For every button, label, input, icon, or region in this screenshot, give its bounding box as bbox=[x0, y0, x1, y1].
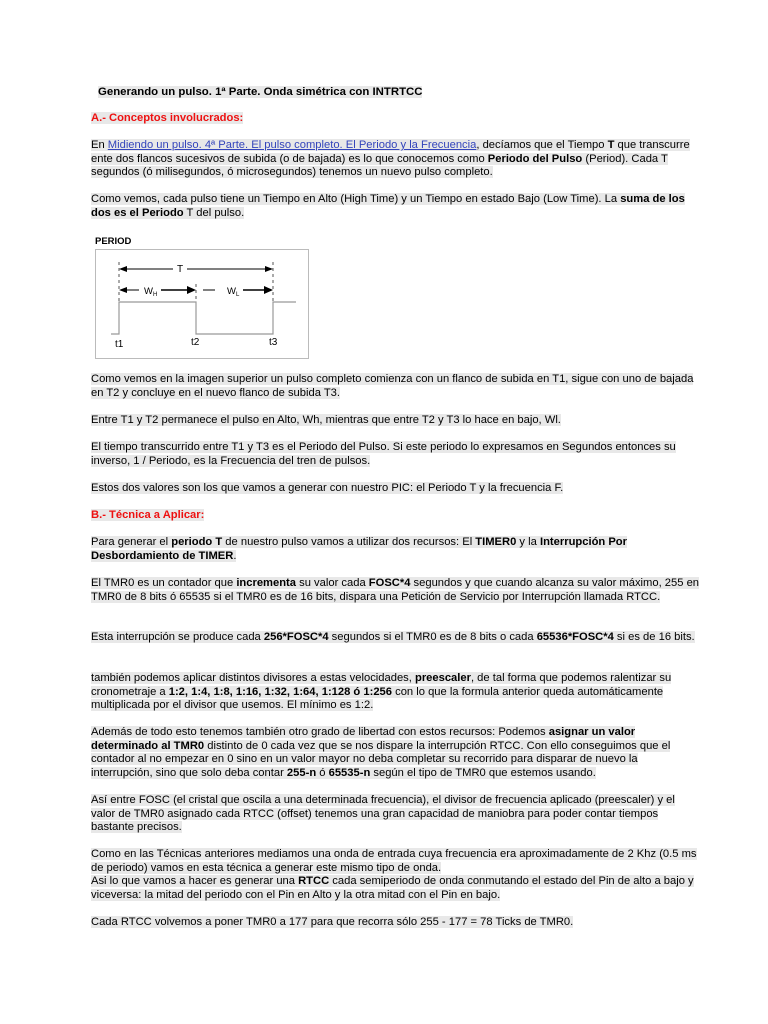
period-diagram-svg bbox=[91, 234, 311, 360]
paragraph-7: Para generar el periodo T de nuestro pulso vamos a utilizar dos recursos: El TIMER0 y la Interrupción Por Desbordamiento de TIMER. bbox=[91, 536, 627, 562]
paragraph-11: Además de todo esto tenemos también otro grado de libertad con estos recursos: Podemos asignar un valor determinado al TMR0 distinto de 0 cada vez que se nos dispare la interrupción RTCC. Con ello conseguimos que el contador al no empezar en 0 sino en un valor mayor no deba completar su recorrido para disparar de nuevo la interrupción, sino que solo deba contar 255-n ó 65535-n según el tipo de TMR0 que estemos usando. bbox=[91, 726, 671, 779]
arrow-left-icon bbox=[119, 287, 127, 293]
page-title: Generando un pulso. 1ª Parte. Onda simétrica con INTRTCC bbox=[98, 86, 423, 98]
tick-label-t1: t1 bbox=[115, 339, 124, 350]
paragraph-12: Así entre FOSC (el cristal que oscila a una determinada frecuencia), el divisor de frecuencia aplicado (preescaler) y el valor de TMR0 asignado cada RTCC (offset) tenemos una gran capacidad de maniobra para poder contar tiempos bastante precisos. bbox=[91, 794, 675, 833]
period-diagram bbox=[91, 234, 311, 360]
arrow-right-icon bbox=[264, 286, 273, 294]
paragraph-1: En Midiendo un pulso. 4ª Parte. El pulso completo. El Periodo y la Frecuencia, decíamos que el Tiempo T que transcurre ente dos flancos sucesivos de subida (o de bajada) es lo que conocemos como Periodo del Pulso (Period). Cada T segundos (ó milisegundos, ó microsegundos) tenemos un nuevo pulso completo. bbox=[91, 139, 690, 178]
paragraph-15: Cada RTCC volvemos a poner TMR0 a 177 para que recorra sólo 255 - 177 = 78 Ticks de TMR0. bbox=[91, 916, 574, 928]
paragraph-4: Entre T1 y T2 permanece el pulso en Alto, Wh, mientras que entre T2 y T3 lo hace en bajo, Wl. bbox=[91, 414, 561, 426]
paragraph-5: El tiempo transcurrido entre T1 y T3 es el Periodo del Pulso. Si este periodo lo expresamos en Segundos entonces su inverso, 1 / Periodo, es la Frecuencia del tren de pulsos. bbox=[91, 441, 676, 467]
arrow-left-icon bbox=[119, 266, 127, 272]
paragraph-3: Como vemos en la imagen superior un pulso completo comienza con un flanco de subida en T1, sigue con uno de bajada en T2 y concluye en el nuevo flanco de subida T3. bbox=[91, 373, 694, 399]
paragraph-2: Como vemos, cada pulso tiene un Tiempo en Alto (High Time) y un Tiempo en estado Bajo (Low Time). La suma de los dos es el Periodo T del pulso. bbox=[91, 193, 685, 219]
arrow-right-icon bbox=[187, 286, 196, 294]
pulse-waveform bbox=[111, 302, 296, 334]
section-heading-a: A.- Conceptos involucrados: bbox=[91, 112, 244, 124]
diagram-label: PERIOD bbox=[95, 236, 132, 247]
paragraph-13: Como en las Técnicas anteriores mediamos una onda de entrada cuya frecuencia era aproximadamente de 2 Khz (0.5 ms de periodo) vamos en esta técnica a generar este mismo tipo de onda. bbox=[91, 848, 697, 874]
period-t-label: T bbox=[177, 264, 184, 275]
section-heading-b: B.- Técnica a Aplicar: bbox=[91, 509, 205, 521]
tick-label-t3: t3 bbox=[269, 337, 278, 348]
tick-label-t2: t2 bbox=[191, 337, 200, 348]
paragraph-6: Estos dos valores son los que vamos a generar con nuestro PIC: el Periodo T y la frecuencia F. bbox=[91, 482, 564, 494]
arrow-right-icon bbox=[265, 266, 273, 272]
wl-label: $W_L$ bbox=[227, 286, 240, 298]
paragraph-9: Esta interrupción se produce cada 256*FOSC*4 segundos si el TMR0 es de 8 bits o cada 65536*FOSC*4 si es de 16 bits. bbox=[91, 631, 695, 643]
wh-label: $W_H$ bbox=[144, 286, 158, 298]
paragraph-14: Asi lo que vamos a hacer es generar una RTCC cada semiperiodo de onda conmutando el estado del Pin de alto a bajo y viceversa: la mitad del periodo con el Pin en Alto y la otra mitad con el Pin en bajo. bbox=[91, 875, 694, 901]
paragraph-10: también podemos aplicar distintos divisores a estas velocidades, preescaler, de tal forma que podemos ralentizar su cronometraje a 1:2, 1:4, 1:8, 1:16, 1:32, 1:64, 1:128 ó 1:256 con lo que la formula anterior queda automáticamente multiplicada por el divisor que usemos. El mínimo es 1:2. bbox=[91, 672, 672, 711]
article-link[interactable]: Midiendo un pulso. 4ª Parte. El pulso completo. El Periodo y la Frecuencia bbox=[107, 139, 477, 151]
paragraph-8: El TMR0 es un contador que incrementa su valor cada FOSC*4 segundos y que cuando alcanza su valor máximo, 255 en TMR0 de 8 bits ó 65535 si el TMR0 es de 16 bits, dispara una Petición de Servicio por Interrupción llamada RTCC. bbox=[91, 577, 700, 603]
